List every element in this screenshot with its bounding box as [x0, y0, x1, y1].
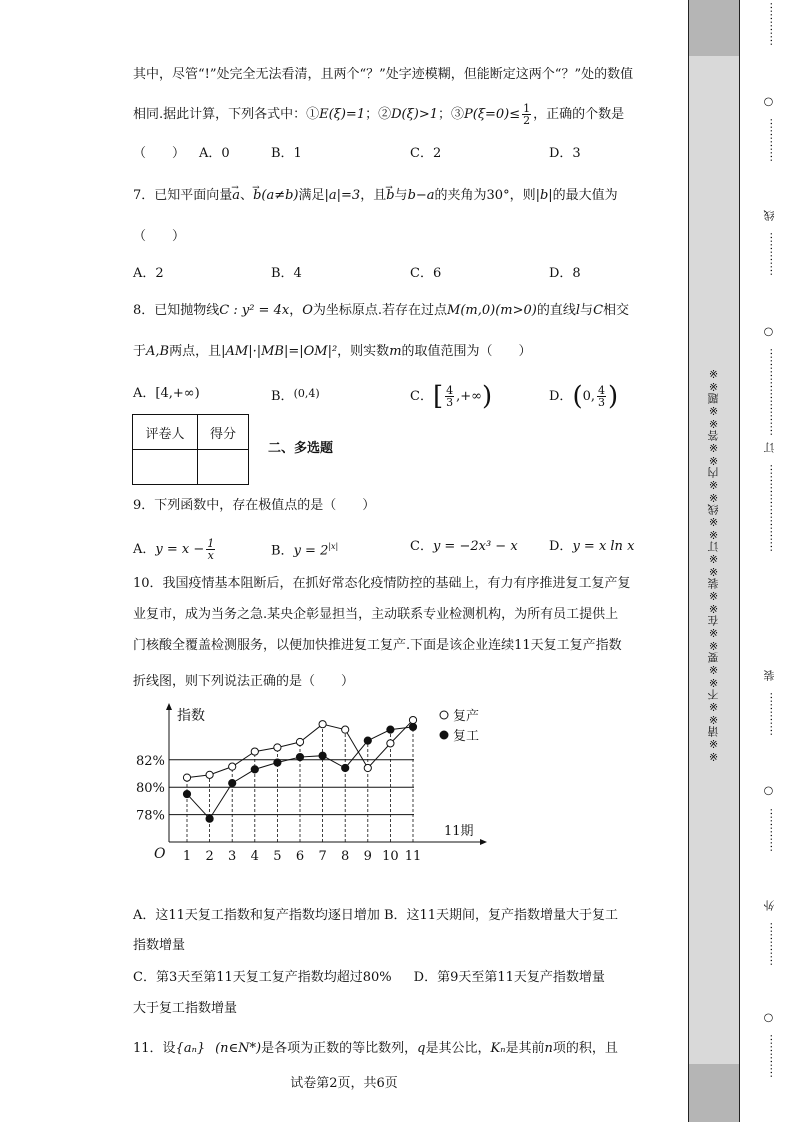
fugong-point — [364, 737, 371, 744]
q8-text: ， — [289, 303, 303, 318]
q8-text: 与 — [580, 303, 594, 318]
q8-option-d-fraction — [597, 385, 606, 408]
q8-text: 的取值范围为（ ） — [401, 344, 532, 359]
q9-option-a-fraction — [206, 538, 215, 561]
q6-option-b: B．1 — [271, 146, 302, 161]
q9-option-a-expr: y = x − — [155, 542, 205, 557]
q6-sep: ；③ — [438, 107, 465, 122]
q11-stem — [133, 1040, 618, 1058]
q8-origin: O — [302, 303, 313, 318]
fraction-numerator: 4 — [598, 384, 605, 397]
legend-marker-filled — [440, 731, 448, 739]
q10-line-chart — [136, 700, 490, 870]
q8-condition: |AM|·|MB|=|OM|² — [221, 344, 338, 359]
q10-option-a-text: A．这11天复工指数和复产指数均逐日增加 — [133, 908, 380, 923]
fuchan-point — [206, 771, 213, 778]
legend-label: 复产 — [453, 709, 480, 724]
q8-option-b-label: B． — [271, 389, 294, 404]
fugong-point — [206, 815, 213, 822]
q9-option-b-exponent: |x| — [328, 542, 339, 551]
q7-vector-a: → a — [232, 188, 240, 203]
dotted-line: ………… — [762, 1034, 775, 1078]
q7-option-b: B．4 — [271, 266, 302, 281]
x-tick-label: 6 — [295, 849, 305, 864]
fuchan-point — [364, 764, 371, 771]
fraction-denominator: 3 — [598, 396, 605, 409]
q8-point-m: M(m,0)(m>0) — [447, 303, 537, 318]
q9-option-d-label: D． — [549, 539, 573, 554]
q6-fraction — [522, 103, 531, 126]
q7-paren: （ ） — [133, 229, 186, 244]
q7-vector-b: → b — [253, 188, 261, 203]
dotted-line: ………… — [762, 2, 775, 46]
x-tick-label: 8 — [341, 849, 350, 864]
seal-line-strip — [762, 0, 792, 1122]
y-tick-label: 82% — [136, 753, 165, 769]
q7-text: 、 — [240, 188, 254, 203]
fugong-point — [342, 764, 349, 771]
q8-text: 为坐标原点.若存在过点 — [312, 303, 448, 318]
q10-option-d-cont: 大于复工指数增量 — [133, 1001, 238, 1016]
fraction-numerator: 1 — [523, 102, 531, 115]
q8-variable-m: m — [389, 344, 402, 359]
q9-option-a-label: A． — [133, 542, 156, 557]
q8-option-c-tail: ,+∞ — [456, 389, 482, 404]
q11-text: 11．设 — [133, 1041, 176, 1056]
score-table-grader-cell — [133, 450, 198, 485]
dotted-line: ………… — [762, 922, 775, 966]
binding-strip — [688, 0, 740, 1122]
q7-option-c: C．6 — [410, 266, 442, 281]
q7-vector-diff: b−a — [407, 188, 435, 203]
q8-option-d: D．(0, $\frac{4}{3}$ ) — [549, 381, 619, 412]
q10-line1: 10．我国疫情基本阻断后，在抓好常态化疫情防控的基础上，有力有序推进复工复产复 — [133, 576, 631, 591]
fugong-point — [409, 723, 416, 730]
q11-variable-n: n — [544, 1041, 553, 1056]
fuchan-point — [319, 721, 326, 728]
q10-option-b-text: B．这11天期间，复产指数增量大于复工 — [383, 908, 619, 923]
q8-text: 两点，且 — [169, 344, 222, 359]
q8-option-c-fraction — [445, 385, 454, 408]
q10-option-d-text: D．第9天至第11天复产指数增量 — [413, 970, 605, 985]
q8-parabola: C : y² = 4x — [219, 303, 290, 318]
q11-product: Kₙ — [490, 1041, 506, 1056]
fugong-point — [274, 759, 281, 766]
x-tick-label: 1 — [182, 849, 192, 864]
x-axis-arrow — [480, 839, 487, 845]
q11-condition: (n∈N*) — [215, 1041, 262, 1056]
q7-mod-a: |a|=3 — [324, 188, 361, 203]
q6-expr-1: E(ξ)=1 — [319, 107, 366, 122]
q6-option-a: A．0 — [199, 146, 230, 161]
q10-line3: 门核酸全覆盖检测服务，以便加快推进复工复产.下面是该企业连续11天复工复产指数 — [133, 638, 622, 653]
fuchan-point — [342, 726, 349, 733]
x-tick-label: 2 — [205, 849, 214, 864]
q10-line2: 业复市，成为当务之急.某央企彰显担当，主动联系专业检测机构，为所有员工提供上 — [133, 607, 619, 622]
series-line-fuchan — [187, 720, 413, 778]
origin-label: O — [154, 846, 166, 862]
q8-option-b — [271, 385, 320, 406]
binding-strip-bottom-block — [689, 1064, 739, 1122]
q7-stem — [133, 187, 618, 205]
seal-label-line: 线 — [763, 210, 776, 221]
x-tick-label: 5 — [273, 849, 282, 864]
fugong-point — [296, 753, 303, 760]
q9-option-a — [133, 538, 217, 561]
fugong-point — [387, 726, 394, 733]
legend-marker-open — [440, 711, 448, 719]
score-table-grader-header: 评卷人 — [133, 415, 198, 450]
seal-label-install: 装 — [763, 670, 776, 681]
circle-mark: ○ — [762, 326, 775, 339]
q8-option-a: A．[4,+∞) — [133, 386, 200, 401]
fraction-denominator: 2 — [523, 114, 531, 127]
q8-option-c: C．[ $\frac{4}{3}$ ,+∞) — [410, 381, 493, 412]
dotted-line: ………… — [762, 808, 775, 852]
q11-text: 是各项为正数的等比数列， — [261, 1041, 418, 1056]
fugong-point — [229, 779, 236, 786]
q7-condition: (a≠b) — [261, 188, 299, 203]
q9-option-c-label: C． — [410, 539, 433, 554]
q9-option-b-label: B． — [271, 543, 294, 559]
q7-text: 满足 — [298, 188, 325, 203]
q8-text: 于 — [133, 344, 147, 359]
q11-sequence: {aₙ} — [175, 1041, 206, 1056]
q6-expr-3: P(ξ=0)≤ — [464, 107, 521, 122]
fuchan-point — [296, 738, 303, 745]
fuchan-point — [274, 744, 281, 751]
q10-option-c-text: C．第3天至第11天复工复产指数均超过80% — [133, 970, 392, 985]
fuchan-point — [409, 716, 416, 723]
dotted-line: …………………… — [762, 464, 775, 552]
circle-mark: ○ — [762, 785, 775, 798]
q8-text: 的直线 — [536, 303, 576, 318]
y-axis-label: 指数 — [177, 708, 205, 724]
q9-option-b — [271, 538, 338, 560]
q7-option-a: A．2 — [133, 266, 164, 281]
fraction-numerator: 4 — [446, 384, 454, 397]
dotted-line: …………………… — [762, 348, 775, 436]
q9-option-d-expr: y = x ln x — [572, 539, 635, 554]
q9-option-d — [549, 538, 634, 556]
q7-text: 的最大值为 — [552, 188, 618, 203]
fugong-point — [183, 790, 190, 797]
q6-line2 — [133, 103, 624, 126]
q11-ratio: q — [417, 1041, 426, 1056]
binding-strip-top-block — [689, 0, 739, 56]
page-footer: 试卷第2页，共6页 — [290, 1076, 398, 1091]
fuchan-point — [387, 740, 394, 747]
q8-line2 — [133, 343, 532, 361]
circle-mark: ○ — [762, 96, 775, 109]
q8-curve-c: C — [593, 303, 604, 318]
q8-option-d-head: 0, — [582, 389, 595, 404]
q10-option-b-cont: 指数增量 — [133, 938, 186, 953]
q8-option-b-value: (0,4) — [293, 387, 320, 400]
fraction-numerator: 1 — [207, 537, 215, 550]
q11-text: 是其公比， — [425, 1041, 491, 1056]
q8-line1 — [133, 302, 629, 320]
q6-expr-2: D(ξ)>1 — [391, 107, 439, 122]
y-tick-label: 80% — [136, 781, 165, 797]
dotted-line: ………… — [762, 232, 775, 276]
fuchan-point — [183, 774, 190, 781]
binding-notice: ※※请※※不※※要※※在※※装※※订※※线※※内※※答※※题※※ — [707, 367, 720, 763]
seal-label-bind: 订 — [763, 442, 776, 453]
q7-vector-b: → b — [386, 188, 394, 203]
y-tick-label: 78% — [136, 808, 165, 824]
q9-option-c — [410, 538, 518, 556]
score-table-score-cell — [198, 450, 249, 485]
q8-points-ab: A,B — [146, 344, 170, 359]
q11-text: 是其前 — [505, 1041, 545, 1056]
q8-line-l: l — [575, 303, 581, 318]
x-tick-label: 10 — [382, 849, 399, 864]
q10-line4: 折线图，则下列说法正确的是（ ） — [133, 674, 355, 689]
q6-option-d: D．3 — [549, 146, 581, 161]
fuchan-point — [229, 763, 236, 770]
score-table-score-header: 得分 — [198, 415, 249, 450]
q8-text: 相交 — [603, 303, 630, 318]
q6-option-c: C．2 — [410, 146, 442, 161]
seal-label-outer: 外 — [763, 900, 776, 911]
q7-text: 7．已知平面向量 — [133, 188, 233, 203]
q10-option-c — [133, 969, 605, 987]
score-table — [132, 414, 249, 485]
q8-option-d-label: D． — [549, 389, 573, 404]
fraction-denominator: x — [207, 549, 214, 562]
fraction-denominator: 3 — [446, 396, 454, 409]
q7-text: ，且 — [360, 188, 387, 203]
q8-text: ，则实数 — [337, 344, 390, 359]
fugong-point — [251, 766, 258, 773]
q6-line2-tail: ，正确的个数是 — [533, 107, 625, 122]
q9-option-c-expr: y = −2x³ − x — [432, 539, 518, 554]
q7-mod-b: |b| — [535, 188, 553, 203]
fugong-point — [319, 752, 326, 759]
legend-label: 复工 — [453, 729, 480, 744]
q6-line2-text: 相同.据此计算，下列各式中：① — [133, 107, 320, 122]
fuchan-point — [251, 748, 258, 755]
q9-option-b-expr: y = 2 — [293, 543, 329, 559]
q7-text: 的夹角为30°，则 — [434, 188, 536, 203]
q7-text: 与 — [394, 188, 408, 203]
q11-text: 项的积，且 — [552, 1041, 618, 1056]
x-tick-label: 4 — [250, 849, 259, 864]
q6-sep: ；② — [365, 107, 392, 122]
x-tick-label: 7 — [318, 849, 327, 864]
y-axis-arrow — [166, 703, 172, 710]
x-tick-label: 3 — [228, 849, 237, 864]
dotted-line: ………… — [762, 692, 775, 736]
q9-stem: 9．下列函数中，存在极值点的是（ ） — [133, 498, 376, 513]
circle-mark: ○ — [762, 1012, 775, 1025]
q6-line1: 其中，尽管“!”处完全无法看清，且两个“？”处字迹模糊，但能断定这两个“？”处的数值 — [133, 67, 634, 82]
dotted-line: ………… — [762, 118, 775, 162]
q7-option-d: D．8 — [549, 266, 581, 281]
q6-paren: （ ） — [133, 146, 186, 161]
q8-text: 8．已知抛物线 — [133, 303, 220, 318]
x-axis-label: 11期 — [444, 824, 474, 839]
x-tick-label: 9 — [363, 849, 372, 864]
section-heading: 二、多选题 — [268, 441, 334, 456]
q10-option-a — [133, 907, 618, 925]
q8-option-c-label: C． — [410, 389, 433, 404]
x-tick-label: 11 — [404, 849, 422, 864]
